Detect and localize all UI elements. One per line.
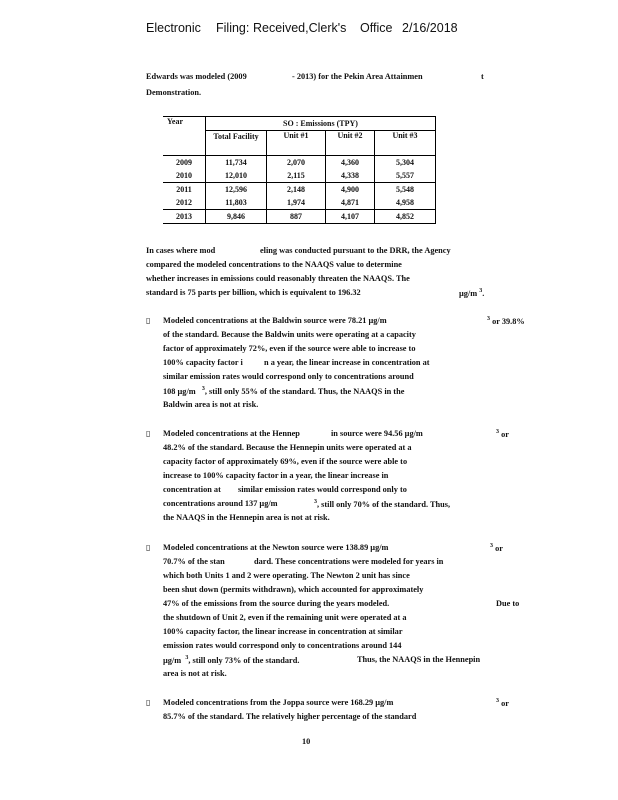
- row-year: 2010: [163, 169, 206, 183]
- b3-line-3: which both Units 1 and 2 were operating. The Newton 2 unit has since: [163, 571, 410, 580]
- row-unit3: 5,304: [375, 156, 436, 170]
- b3-line-5-right: Due to: [496, 599, 520, 608]
- row-unit3: 4,852: [375, 210, 436, 224]
- b1-line-5: similar emission rates would correspond only to concentrations around: [163, 372, 414, 381]
- row-unit2: 4,900: [326, 183, 375, 197]
- b1-line-4b: n a year, the linear increase in concentration at: [264, 358, 430, 367]
- b2-line-6b: $^3$, still only 70% of the standard. Thus,: [314, 499, 451, 509]
- intro-line-1a: Edwards was modeled (2009: [146, 72, 247, 81]
- para-line-4: standard is 75 parts per billion, which is equivalent to 196.32: [146, 288, 361, 297]
- row-unit3: 5,548: [375, 183, 436, 197]
- table-row: [163, 183, 436, 197]
- b2-line-1-right: $^3$ or: [496, 429, 509, 439]
- header-received: Received,Clerk's: [253, 21, 347, 35]
- b4-line-2: 85.7% of the standard. The relatively higher percentage of the standard: [163, 712, 417, 721]
- b4-line-1-right: $^3$ or: [496, 698, 509, 708]
- bullet-icon: ▯: [146, 429, 151, 438]
- row-total: 12,596: [206, 183, 267, 197]
- row-total: 11,734: [206, 156, 267, 170]
- bullet-icon: ▯: [146, 543, 151, 552]
- b3-line-1-right: $^3$ or: [490, 543, 503, 553]
- row-unit2: 4,338: [326, 169, 375, 183]
- b3-line-10: area is not at risk.: [163, 669, 227, 678]
- row-total: 9,846: [206, 210, 267, 224]
- b2-line-1a: Modeled concentrations at the Hennep: [163, 429, 300, 438]
- b2-line-4: increase to 100% capacity factor in a year, the linear increase in: [163, 471, 389, 480]
- table-row: [163, 210, 436, 224]
- b3-line-9b: Thus, the NAAQS in the Hennepin: [357, 655, 481, 664]
- para-line-2: compared the modeled concentrations to the NAAQS value to determine: [146, 260, 402, 269]
- b1-line-3: factor of approximately 72%, even if the source were able to increase to: [163, 344, 416, 353]
- b2-line-1b: in source were 94.56 µg/m: [331, 429, 423, 438]
- b2-line-7: the NAAQS in the Hennepin area is not at risk.: [163, 513, 330, 522]
- b3-line-5: 47% of the emissions from the source during the years modeled.: [163, 599, 390, 608]
- header-filing: Filing:: [216, 21, 250, 35]
- para-unit: µg/m $^3$.: [459, 288, 485, 298]
- b3-line-7: 100% capacity factor, the linear increase in concentration at similar: [163, 627, 403, 636]
- row-total: 11,803: [206, 196, 267, 210]
- b3-line-8: emission rates would correspond only to concentrations around 144: [163, 641, 402, 650]
- para-line-1b: eling was conducted pursuant to the DRR, the Agency: [260, 246, 451, 255]
- b2-line-3: capacity factor of approximately 69%, even if the source were able to: [163, 457, 408, 466]
- row-year: 2013: [163, 210, 206, 224]
- intro-line-1c: t: [481, 72, 484, 81]
- b1-line-2: of the standard. Because the Baldwin units were operating at a capacity: [163, 330, 416, 339]
- row-unit3: 5,557: [375, 169, 436, 183]
- table-row: [163, 156, 436, 170]
- b1-line-7: Baldwin area is not at risk.: [163, 400, 259, 409]
- row-year: 2012: [163, 196, 206, 210]
- b2-line-5b: similar emission rates would correspond only to: [238, 485, 407, 494]
- b1-line-1: Modeled concentrations at the Baldwin source were 78.21 µg/m: [163, 316, 387, 325]
- bullet-icon: ▯: [146, 698, 151, 707]
- b3-line-1: Modeled concentrations at the Newton source were 138.89 µg/m: [163, 543, 389, 552]
- b3-line-2a: 70.7% of the stan: [163, 557, 225, 566]
- table-row: [163, 196, 436, 210]
- table-col-total: Total Facility: [206, 131, 267, 156]
- row-unit2: 4,360: [326, 156, 375, 170]
- b1-line-6: 108 µg/m $^3$, still only 55% of the standard. Thus, the NAAQS in the: [163, 386, 405, 396]
- row-unit1: 1,974: [267, 196, 326, 210]
- b2-line-6a: concentrations around 137 µg/m: [163, 499, 278, 508]
- row-unit3: 4,958: [375, 196, 436, 210]
- para-line-3: whether increases in emissions could reasonably threaten the NAAQS. The: [146, 274, 410, 283]
- b1-line-4a: 100% capacity factor i: [163, 358, 243, 367]
- b3-line-4: been shut down (permits withdrawn), which accounted for approximately: [163, 585, 424, 594]
- row-unit1: 887: [267, 210, 326, 224]
- para-line-1a: In cases where mod: [146, 246, 216, 255]
- intro-line-1b: - 2013) for the Pekin Area Attainmen: [292, 72, 423, 81]
- emissions-table: [163, 116, 436, 224]
- b4-line-1: Modeled concentrations from the Joppa source were 168.29 µg/m: [163, 698, 394, 707]
- table-group-header: SO : Emissions (TPY): [206, 117, 436, 131]
- table-col-unit1: Unit #1: [267, 131, 326, 156]
- table-col-unit3: Unit #3: [375, 131, 436, 156]
- row-year: 2009: [176, 158, 192, 167]
- header-office: Office: [360, 21, 393, 35]
- b3-line-6: the shutdown of Unit 2, even if the remaining unit were operated at a: [163, 613, 407, 622]
- header-date: 2/16/2018: [402, 21, 458, 35]
- row-unit1: 2,115: [267, 169, 326, 183]
- b1-line-1-right: $^3$ or 39.8%: [487, 316, 525, 326]
- b2-line-2: 48.2% of the standard. Because the Hennepin units were operated at a: [163, 443, 412, 452]
- table-row: [163, 169, 436, 183]
- row-unit2: 4,871: [326, 196, 375, 210]
- b3-line-9a: µg/m $^3$, still only 73% of the standard.: [163, 655, 300, 665]
- b2-line-5a: concentration at: [163, 485, 221, 494]
- table-year-header: Year: [163, 117, 206, 156]
- header-electronic: Electronic: [146, 21, 201, 35]
- bullet-icon: ▯: [146, 316, 151, 325]
- row-unit1: 2,148: [267, 183, 326, 197]
- table-col-unit2: Unit #2: [326, 131, 375, 156]
- row-unit1: 2,070: [267, 156, 326, 170]
- page-number: 10: [302, 737, 311, 746]
- b3-line-2b: dard. These concentrations were modeled for years in: [254, 557, 444, 566]
- row-unit2: 4,107: [326, 210, 375, 224]
- intro-line-2: Demonstration.: [146, 88, 202, 97]
- row-total: 12,010: [206, 169, 267, 183]
- row-year: 2011: [176, 185, 192, 194]
